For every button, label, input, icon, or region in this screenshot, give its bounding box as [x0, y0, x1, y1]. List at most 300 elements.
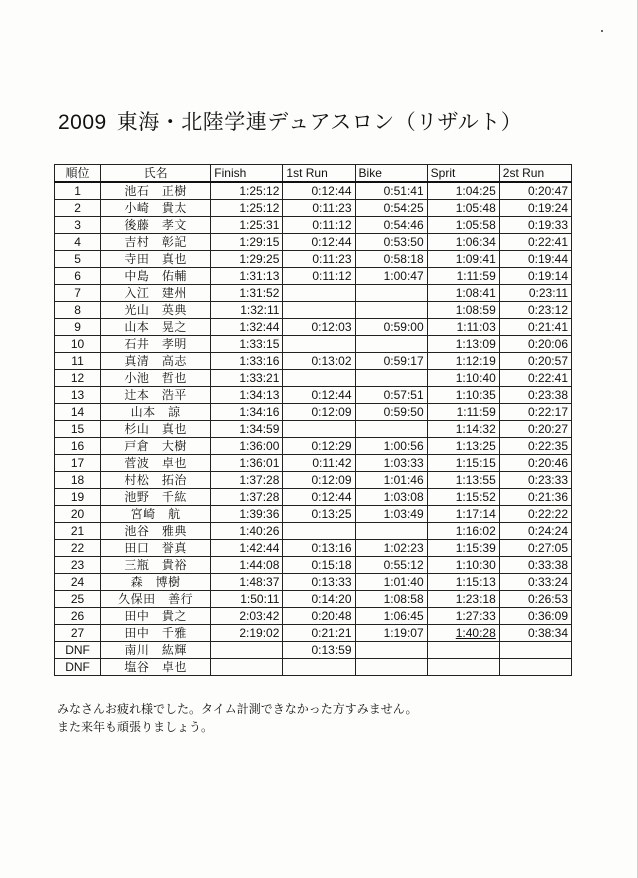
cell-finish: [211, 642, 283, 659]
cell-2st-run-text: 0:19:33: [527, 218, 568, 232]
table-row: [55, 574, 572, 591]
table-row: [55, 353, 572, 370]
cell-name-text: 久保田 善行: [118, 592, 194, 606]
footer-line-1: みなさんお疲れ様でした。タイム計測できなかった方すみません。: [57, 702, 418, 716]
cell-sprit-text: 1:09:41: [455, 252, 496, 266]
cell-bike-text: 1:03:33: [383, 456, 424, 470]
cell-finish: [211, 472, 283, 489]
cell-finish-text: 1:25:31: [239, 218, 280, 232]
cell-name-text: 田中 貴之: [124, 609, 187, 623]
table-row: [55, 234, 572, 251]
cell-name-text: 山本 晃之: [124, 320, 187, 334]
cell-sprit: [427, 421, 499, 438]
cell-rank-text: 22: [70, 541, 85, 555]
cell-bike: [355, 285, 427, 302]
cell-sprit: [427, 506, 499, 523]
cell-2st-run: [499, 234, 571, 251]
cell-1st-run-text: 0:11:23: [312, 201, 352, 215]
cell-name-text: 後藤 孝文: [124, 218, 187, 232]
cell-1st-run: [283, 489, 355, 506]
cell-sprit: [427, 574, 499, 591]
cell-2st-run-text: 0:20:57: [527, 354, 568, 368]
header-rank: 順位: [55, 165, 101, 183]
cell-sprit: [427, 455, 499, 472]
cell-2st-run: [499, 642, 571, 659]
cell-name: [101, 336, 211, 353]
table-row: [55, 182, 572, 200]
cell-finish: [211, 404, 283, 421]
cell-rank: [55, 319, 101, 336]
cell-finish: [211, 506, 283, 523]
cell-2st-run: [499, 319, 571, 336]
cell-name: [101, 200, 211, 217]
cell-rank: [55, 251, 101, 268]
cell-rank-text: 6: [74, 269, 81, 283]
cell-sprit: [427, 336, 499, 353]
cell-1st-run-text: 0:12:09: [311, 405, 352, 419]
cell-1st-run-text: 0:14:20: [311, 592, 352, 606]
cell-sprit: [427, 659, 499, 676]
cell-name: [101, 455, 211, 472]
cell-1st-run-text: 0:12:44: [311, 184, 352, 198]
cell-finish: [211, 234, 283, 251]
cell-2st-run-text: 0:19:44: [527, 252, 568, 266]
cell-rank: [55, 523, 101, 540]
cell-finish-text: 1:36:01: [239, 456, 280, 470]
cell-2st-run: [499, 523, 571, 540]
cell-finish-text: 1:40:26: [239, 524, 280, 538]
cell-bike-text: 0:57:51: [383, 388, 424, 402]
cell-1st-run: [283, 353, 355, 370]
cell-2st-run: [499, 557, 571, 574]
cell-2st-run: [499, 336, 571, 353]
cell-sprit: [427, 370, 499, 387]
cell-2st-run: [499, 489, 571, 506]
cell-sprit-text: 1:12:19: [455, 354, 496, 368]
cell-finish: [211, 455, 283, 472]
cell-name: [101, 251, 211, 268]
cell-sprit-text: 1:17:14: [455, 507, 496, 521]
cell-name: [101, 523, 211, 540]
cell-rank-text: 4: [74, 235, 81, 249]
cell-2st-run-text: 0:22:22: [527, 507, 568, 521]
cell-sprit: [427, 319, 499, 336]
cell-finish-text: 1:36:00: [239, 439, 280, 453]
cell-2st-run-text: 0:22:41: [527, 235, 568, 249]
cell-bike-text: 0:59:00: [383, 320, 424, 334]
table-row: [55, 268, 572, 285]
cell-rank-text: 10: [70, 337, 85, 351]
results-body: [55, 182, 572, 676]
table-row: [55, 217, 572, 234]
cell-sprit: [427, 625, 499, 642]
cell-2st-run: [499, 251, 571, 268]
cell-finish: [211, 523, 283, 540]
cell-1st-run-text: 0:12:44: [311, 235, 352, 249]
cell-finish-text: 1:37:28: [239, 490, 280, 504]
table-row: [55, 302, 572, 319]
cell-2st-run: [499, 455, 571, 472]
cell-sprit-text: 1:04:25: [455, 184, 496, 198]
cell-sprit-text: 1:13:55: [455, 473, 496, 487]
cell-finish: [211, 182, 283, 200]
cell-bike-text: 0:59:17: [383, 354, 424, 368]
cell-bike: [355, 200, 427, 217]
cell-rank: [55, 336, 101, 353]
cell-finish: [211, 319, 283, 336]
cell-2st-run-text: 0:23:11: [528, 286, 568, 300]
cell-bike-text: 0:51:41: [383, 184, 424, 198]
cell-name-text: 戸倉 大樹: [124, 439, 187, 453]
cell-sprit: [427, 404, 499, 421]
cell-finish-text: 2:03:42: [239, 609, 280, 623]
cell-name-text: 小池 哲也: [124, 371, 187, 385]
cell-sprit-text: 1:06:34: [455, 235, 496, 249]
cell-rank: [55, 182, 101, 200]
cell-bike: [355, 608, 427, 625]
cell-bike: [355, 319, 427, 336]
cell-bike: [355, 489, 427, 506]
cell-name-text: 辻本 浩平: [124, 388, 187, 402]
cell-name: [101, 438, 211, 455]
cell-1st-run-text: 0:12:44: [311, 388, 352, 402]
table-row: [55, 455, 572, 472]
cell-sprit-text: 1:05:48: [455, 201, 496, 215]
cell-name: [101, 421, 211, 438]
cell-sprit: [427, 285, 499, 302]
cell-sprit-text: 1:23:18: [455, 592, 496, 606]
cell-rank: [55, 489, 101, 506]
cell-sprit-text: 1:27:33: [455, 609, 496, 623]
cell-2st-run: [499, 285, 571, 302]
cell-sprit: [427, 302, 499, 319]
cell-bike: [355, 659, 427, 676]
cell-2st-run-text: 0:21:41: [527, 320, 568, 334]
cell-rank: [55, 506, 101, 523]
cell-sprit: [427, 642, 499, 659]
cell-finish-text: 1:33:21: [239, 371, 280, 385]
cell-bike: [355, 302, 427, 319]
cell-2st-run: [499, 574, 571, 591]
cell-1st-run-text: 0:11:42: [312, 456, 352, 470]
cell-finish: [211, 353, 283, 370]
cell-1st-run-text: 0:15:18: [311, 558, 352, 572]
cell-2st-run-text: 0:33:38: [527, 558, 568, 572]
cell-rank-text: DNF: [65, 643, 90, 657]
cell-2st-run-text: 0:22:35: [527, 439, 568, 453]
cell-rank-text: 11: [71, 354, 84, 368]
cell-bike: [355, 472, 427, 489]
cell-finish-text: 1:50:11: [240, 592, 280, 606]
cell-rank: [55, 557, 101, 574]
cell-rank-text: 26: [70, 609, 85, 623]
footer-line-2: また来年も頑張りましょう。: [57, 720, 214, 734]
cell-sprit-text: 1:10:30: [455, 558, 496, 572]
title-year: 2009: [58, 111, 107, 134]
cell-rank-text: 14: [70, 405, 85, 419]
cell-sprit-text: 1:40:28: [455, 626, 496, 640]
cell-sprit: [427, 608, 499, 625]
cell-name-text: 寺田 真也: [124, 252, 187, 266]
cell-2st-run: [499, 421, 571, 438]
cell-1st-run-text: 0:21:21: [311, 626, 352, 640]
cell-rank: [55, 574, 101, 591]
cell-sprit: [427, 438, 499, 455]
cell-2st-run: [499, 217, 571, 234]
cell-1st-run: [283, 268, 355, 285]
cell-name-text: 池石 正樹: [124, 184, 187, 198]
cell-finish-text: 2:19:02: [239, 626, 280, 640]
cell-name: [101, 557, 211, 574]
cell-sprit-text: 1:08:41: [455, 286, 496, 300]
cell-finish-text: 1:29:25: [239, 252, 280, 266]
cell-sprit-text: 1:15:52: [455, 490, 496, 504]
table-header-row: [55, 165, 572, 183]
cell-bike-text: 1:00:56: [383, 439, 424, 453]
cell-sprit-text: 1:10:40: [455, 371, 496, 385]
cell-name: [101, 285, 211, 302]
cell-sprit: [427, 489, 499, 506]
cell-sprit: [427, 472, 499, 489]
cell-name-text: 南川 紘輝: [124, 643, 187, 657]
cell-2st-run: [499, 540, 571, 557]
title-text: 東海・北陸学連デュアスロン（リザルト）: [116, 110, 523, 134]
table-row: [55, 200, 572, 217]
table-row: [55, 251, 572, 268]
cell-rank-text: 24: [70, 575, 85, 589]
cell-rank-text: 9: [74, 320, 81, 334]
cell-bike: [355, 421, 427, 438]
cell-2st-run-text: 0:36:09: [527, 609, 568, 623]
cell-1st-run: [283, 234, 355, 251]
cell-name: [101, 625, 211, 642]
cell-2st-run: [499, 302, 571, 319]
cell-rank: [55, 285, 101, 302]
cell-finish-text: 1:34:59: [239, 422, 280, 436]
cell-finish-text: 1:32:44: [239, 320, 280, 334]
cell-1st-run: [283, 251, 355, 268]
cell-name: [101, 608, 211, 625]
table-row: [55, 557, 572, 574]
cell-sprit: [427, 234, 499, 251]
cell-finish: [211, 302, 283, 319]
cell-sprit: [427, 268, 499, 285]
cell-1st-run: [283, 574, 355, 591]
cell-1st-run: [283, 404, 355, 421]
cell-rank-text: 19: [70, 490, 85, 504]
cell-name-text: 田口 誉真: [124, 541, 187, 555]
cell-rank-text: 20: [70, 507, 85, 521]
cell-2st-run-text: 0:21:36: [527, 490, 568, 504]
cell-bike: [355, 370, 427, 387]
table-row: [55, 523, 572, 540]
cell-finish: [211, 659, 283, 676]
cell-bike-text: 1:03:08: [383, 490, 424, 504]
cell-rank: [55, 200, 101, 217]
cell-2st-run-text: 0:20:06: [527, 337, 568, 351]
cell-rank-text: 17: [70, 456, 85, 470]
header-sprit: Sprit: [427, 165, 499, 183]
cell-name: [101, 404, 211, 421]
cell-sprit-text: 1:16:02: [455, 524, 496, 538]
page-title: [58, 106, 522, 136]
cell-name: [101, 642, 211, 659]
cell-rank-text: 15: [70, 422, 85, 436]
table-row: [55, 472, 572, 489]
cell-finish: [211, 625, 283, 642]
cell-2st-run: [499, 387, 571, 404]
cell-sprit-text: 1:11:03: [456, 320, 496, 334]
cell-finish-text: 1:25:12: [239, 184, 280, 198]
cell-bike: [355, 268, 427, 285]
cell-sprit-text: 1:15:39: [455, 541, 496, 555]
cell-bike-text: 1:02:23: [383, 541, 424, 555]
cell-2st-run-text: 0:23:12: [527, 303, 568, 317]
cell-rank-text: 12: [70, 371, 85, 385]
cell-2st-run-text: 0:24:24: [527, 524, 568, 538]
cell-finish: [211, 421, 283, 438]
cell-name: [101, 540, 211, 557]
cell-sprit: [427, 182, 499, 200]
cell-rank: [55, 370, 101, 387]
cell-2st-run-text: 0:23:38: [527, 388, 568, 402]
cell-finish-text: 1:25:12: [239, 201, 280, 215]
cell-rank: [55, 608, 101, 625]
cell-rank-text: 21: [70, 524, 85, 538]
cell-sprit-text: 1:11:59: [456, 269, 496, 283]
cell-rank: [55, 234, 101, 251]
cell-finish-text: 1:44:08: [239, 558, 280, 572]
cell-finish-text: 1:29:15: [239, 235, 280, 249]
cell-1st-run: [283, 455, 355, 472]
cell-finish-text: 1:34:13: [239, 388, 280, 402]
cell-2st-run: [499, 268, 571, 285]
cell-1st-run: [283, 217, 355, 234]
cell-rank: [55, 642, 101, 659]
cell-sprit-text: 1:14:32: [455, 422, 496, 436]
table-row: [55, 506, 572, 523]
cell-finish: [211, 540, 283, 557]
cell-name-text: 三瓶 貴裕: [124, 558, 187, 572]
cell-1st-run: [283, 319, 355, 336]
cell-rank: [55, 421, 101, 438]
cell-1st-run: [283, 421, 355, 438]
cell-bike: [355, 234, 427, 251]
cell-1st-run: [283, 608, 355, 625]
cell-bike: [355, 438, 427, 455]
header-2st-run: 2st Run: [499, 165, 571, 183]
cell-1st-run: [283, 540, 355, 557]
header-finish: Finish: [211, 165, 283, 183]
cell-1st-run-text: 0:11:12: [312, 269, 352, 283]
cell-2st-run-text: 0:33:24: [527, 575, 568, 589]
cell-name-text: 光山 英典: [124, 303, 187, 317]
header-bike: Bike: [355, 165, 427, 183]
cell-2st-run: [499, 659, 571, 676]
cell-bike: [355, 506, 427, 523]
cell-bike-text: 0:58:18: [383, 252, 424, 266]
cell-finish: [211, 200, 283, 217]
cell-1st-run-text: 0:12:03: [311, 320, 352, 334]
cell-sprit-text: 1:15:15: [455, 456, 496, 470]
cell-rank-text: 27: [70, 626, 85, 640]
cell-1st-run-text: 0:13:33: [311, 575, 352, 589]
cell-1st-run-text: 0:12:44: [311, 490, 352, 504]
cell-bike: [355, 182, 427, 200]
cell-2st-run: [499, 438, 571, 455]
header-name: 氏名: [101, 165, 211, 183]
cell-sprit-text: 1:05:58: [455, 218, 496, 232]
table-row: [55, 370, 572, 387]
cell-2st-run: [499, 182, 571, 200]
cell-sprit-text: 1:10:35: [455, 388, 496, 402]
cell-1st-run-text: 0:12:29: [311, 439, 352, 453]
cell-bike: [355, 557, 427, 574]
cell-rank: [55, 217, 101, 234]
cell-2st-run: [499, 591, 571, 608]
cell-rank: [55, 625, 101, 642]
cell-finish: [211, 268, 283, 285]
cell-finish: [211, 285, 283, 302]
cell-name-text: 石井 孝明: [124, 337, 187, 351]
cell-finish: [211, 591, 283, 608]
cell-1st-run: [283, 659, 355, 676]
cell-1st-run-text: 0:13:02: [311, 354, 352, 368]
cell-rank-text: 18: [70, 473, 85, 487]
cell-1st-run-text: 0:13:59: [311, 643, 352, 657]
cell-2st-run: [499, 353, 571, 370]
cell-finish: [211, 608, 283, 625]
cell-bike: [355, 217, 427, 234]
cell-2st-run-text: 0:20:47: [527, 184, 568, 198]
cell-rank: [55, 404, 101, 421]
cell-sprit: [427, 387, 499, 404]
cell-bike: [355, 625, 427, 642]
table-row: [55, 387, 572, 404]
cell-bike-text: 0:55:12: [383, 558, 424, 572]
cell-rank-text: 5: [74, 252, 81, 266]
cell-sprit-text: 1:13:25: [455, 439, 496, 453]
cell-2st-run-text: 0:38:34: [527, 626, 568, 640]
table-row: [55, 591, 572, 608]
cell-rank: [55, 268, 101, 285]
cell-rank: [55, 302, 101, 319]
cell-name-text: 小崎 貴太: [124, 201, 187, 215]
cell-bike: [355, 591, 427, 608]
cell-name-text: 池谷 雅典: [124, 524, 187, 538]
cell-1st-run-text: 0:13:25: [311, 507, 352, 521]
table-row: [55, 540, 572, 557]
cell-name-text: 田中 千雅: [124, 626, 187, 640]
cell-sprit-text: 1:08:59: [455, 303, 496, 317]
results-table: [54, 164, 572, 676]
cell-name: [101, 489, 211, 506]
cell-name: [101, 217, 211, 234]
table-row: [55, 404, 572, 421]
table-row: [55, 659, 572, 676]
cell-rank-text: 23: [70, 558, 85, 572]
cell-finish-text: 1:33:15: [239, 337, 280, 351]
cell-rank-text: 1: [74, 184, 81, 198]
cell-name-text: 入江 建州: [124, 286, 187, 300]
cell-rank-text: 25: [70, 592, 85, 606]
table-row: [55, 336, 572, 353]
cell-rank-text: 13: [70, 388, 85, 402]
table-row: [55, 608, 572, 625]
cell-name-text: 山本 諒: [130, 405, 181, 419]
cell-1st-run: [283, 557, 355, 574]
cell-name-text: 真清 高志: [124, 354, 187, 368]
